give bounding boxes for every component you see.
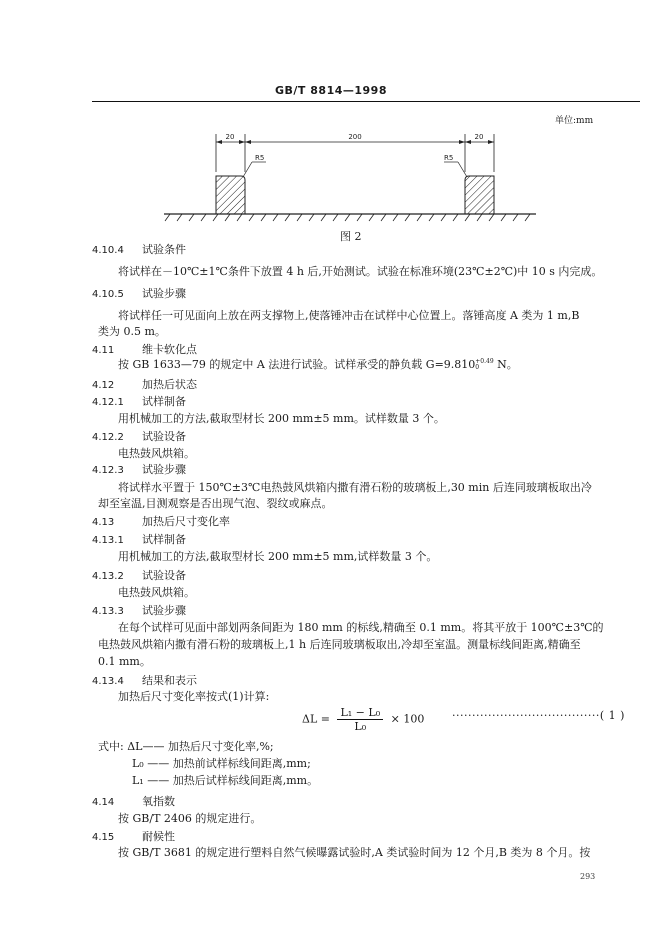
paragraph-text: N。 [493,358,518,371]
tolerance [475,359,493,371]
radius-left: R5 [255,154,265,162]
section-heading [92,569,186,583]
page-number: 293 [580,872,596,881]
section-number: 4.13.3 [92,606,124,617]
section-title: 加热后状态 [142,378,197,391]
section-title: 试验步骤 [142,604,186,617]
section-title: 氧指数 [142,795,175,808]
dim-left: 20 [225,133,235,141]
paragraph-line: 按 GB/T 3681 的规定进行塑料自然气候曝露试验时,A 类试验时间为 12 个月,B 类为 8 个月。按 [118,846,591,859]
formula-rhs: × 100 [390,712,425,726]
paragraph-line: 电热鼓风烘箱。 [118,586,195,599]
section-number: 4.12 [92,380,115,391]
section-title: 试验设备 [142,430,186,443]
section-title: 试验设备 [142,569,186,582]
dim-middle: 200 [348,133,362,141]
paragraph-line: 却至室温,目测观察是否出现气泡、裂纹或麻点。 [98,497,333,510]
section-title: 试验步骤 [142,287,186,300]
paragraph-text: 按 GB 1633—79 的规定中 A 法进行试验。试样承受的静负载 G=9.810 [118,358,476,371]
formula-leader [452,709,625,722]
section-number: 4.10.5 [92,289,124,300]
section-heading [92,795,175,809]
standard-header: GB/T 8814—1998 [275,84,387,97]
section-number: 4.12.3 [92,465,124,476]
paragraph-line: 将试样任一可见面向上放在两支撑物上,使落锤冲击在试样中心位置上。落锤高度 A 类为 1 m,B [118,309,580,322]
section-number: 4.13.1 [92,535,124,546]
paragraph-line: 将试样在－10℃±1℃条件下放置 4 h 后,开始测试。试验在标准环境(23℃±2℃)中 10 s 内完成。 [118,265,603,278]
tolerance-lower: 0 [475,364,480,371]
paragraph-line: 在每个试样可见面中部划两条间距为 180 mm 的标线,精确至 0.1 mm。将其平放于 100℃±3℃的 [118,621,604,634]
section-heading [92,287,186,301]
header-rule [92,101,640,102]
section-number: 4.14 [92,797,115,808]
paragraph-line: 按 GB/T 2406 的规定进行。 [118,812,262,825]
section-title: 试验条件 [142,243,186,256]
paragraph-line: 用机械加工的方法,截取型材长 200 mm±5 mm,试样数量 3 个。 [118,550,438,563]
section-heading [92,533,186,547]
section-heading [92,395,186,409]
section-number: 4.10.4 [92,245,124,256]
formula-fraction [337,706,383,733]
section-heading [92,343,197,357]
section-number: 4.12.1 [92,397,124,408]
section-heading [92,243,186,257]
tolerance-upper: +0.49 [475,358,494,365]
section-number: 4.13.4 [92,676,124,687]
unit-note: 单位:mm [555,116,594,126]
variable-definition: L₁ —— 加热后试样标线间距离,mm。 [132,774,319,787]
section-number: 4.11 [92,345,115,356]
formula-numerator: L₁ − L₀ [337,706,383,720]
section-title: 结果和表示 [142,674,197,687]
paragraph-line: 类为 0.5 m。 [98,325,166,338]
section-heading [92,430,186,444]
section-number: 4.15 [92,832,115,843]
figure-caption: 图 2 [340,230,362,243]
section-heading [92,463,186,477]
formula-number: ( 1 ) [599,709,625,722]
section-number: 4.13.2 [92,571,124,582]
section-title: 耐候性 [142,830,175,843]
paragraph-line: 加热后尺寸变化率按式(1)计算: [118,690,270,703]
paragraph-line: 将试样水平置于 150℃±3℃电热鼓风烘箱内撒有滑石粉的玻璃板上,30 min 后连同玻璃板取出冷 [118,481,592,494]
paragraph-line: 电热鼓风烘箱内撒有滑石粉的玻璃板上,1 h 后连同玻璃板取出,冷却至室温。测量标线间距离,精确至 [98,638,581,651]
paragraph-line [118,358,518,371]
variable-definition: 式中: ΔL—— 加热后尺寸变化率,%; [98,740,274,753]
formula-lhs: ΔL = [302,712,330,726]
section-number: 4.13 [92,517,115,528]
formula-1 [302,706,424,732]
section-title: 试验步骤 [142,463,186,476]
section-number: 4.12.2 [92,432,124,443]
section-heading [92,674,197,688]
dim-right: 20 [474,133,484,141]
section-title: 加热后尺寸变化率 [142,515,230,528]
section-title: 维卡软化点 [142,343,197,356]
paragraph-line: 用机械加工的方法,截取型材长 200 mm±5 mm。试样数量 3 个。 [118,412,445,425]
formula-dots: ····································· [452,709,600,722]
section-heading [92,515,230,529]
section-title: 试样制备 [142,533,186,546]
variable-definition: L₀ —— 加热前试样标线间距离,mm; [132,757,311,770]
formula-denominator: L₀ [354,720,367,734]
section-heading [92,378,197,392]
paragraph-line: 电热鼓风烘箱。 [118,447,195,460]
section-heading [92,830,175,844]
paragraph-line: 0.1 mm。 [98,655,151,668]
section-title: 试样制备 [142,395,186,408]
support-figure [150,128,550,228]
section-heading [92,604,186,618]
radius-right: R5 [444,154,454,162]
